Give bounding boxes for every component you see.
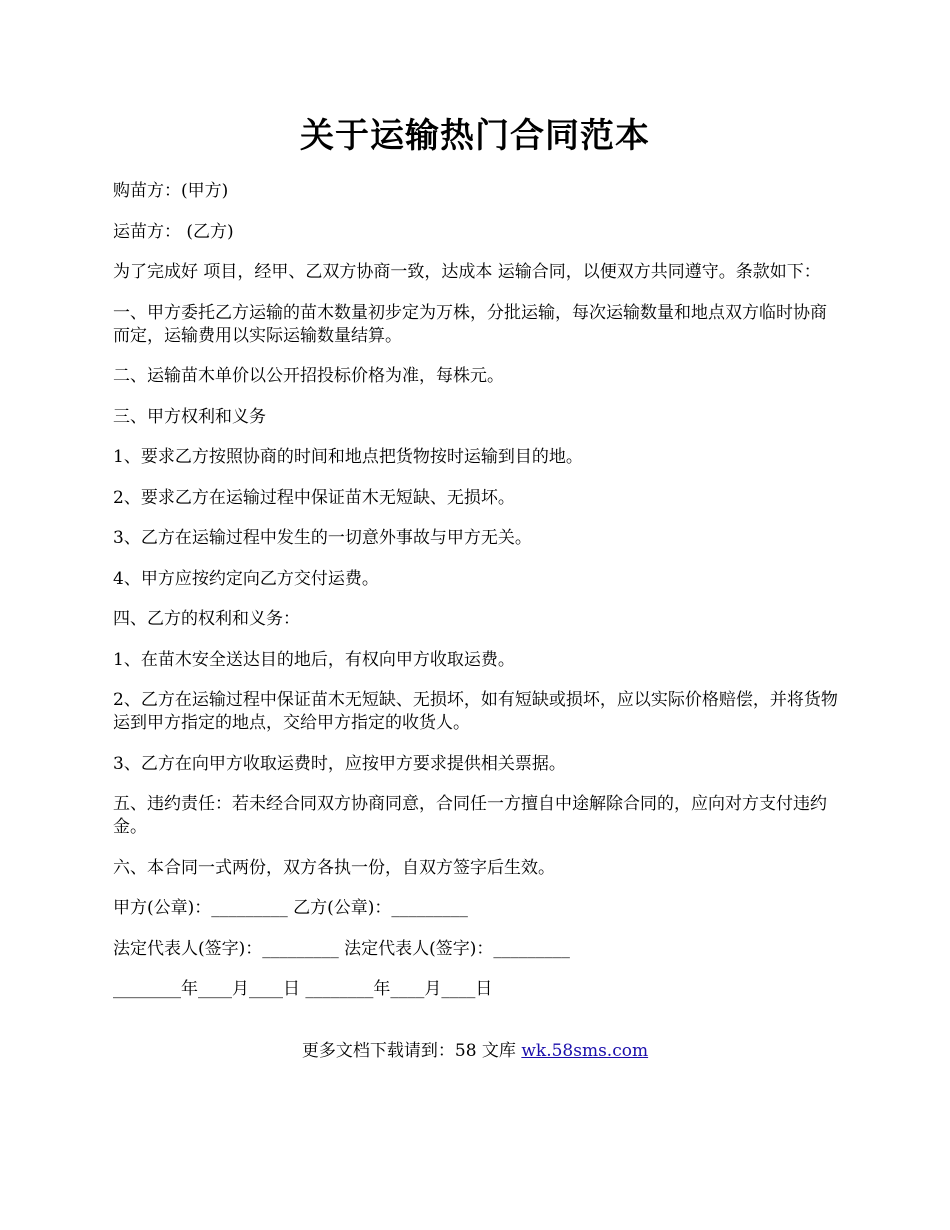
clause-3-item-4: 4、甲方应按约定向乙方交付运费。 <box>113 568 379 589</box>
clause-3-item-3: 3、乙方在运输过程中发生的一切意外事故与甲方无关。 <box>113 528 532 548</box>
document-title: 关于运输热门合同范本 <box>300 116 650 156</box>
clause-3-item-2: 2、要求乙方在运输过程中保证苗木无短缺、无损坏。 <box>113 487 515 508</box>
date-line: ________年____月____日 ________年____月____日 <box>113 979 493 999</box>
footer-link[interactable]: wk.58sms.com <box>521 1041 649 1061</box>
preamble-paragraph: 为了完成好 项目，经甲、乙双方协商一致，达成本 运输合同，以便双方共同遵守。条款如下： <box>113 262 821 282</box>
clause-6-paragraph: 六、本合同一式两份，双方各执一份，自双方签字后生效。 <box>113 857 555 878</box>
clause-4-item-1: 1、在苗木安全送达目的地后，有权向甲方收取运费。 <box>113 649 515 670</box>
download-footer <box>0 1040 950 1063</box>
clause-5-paragraph: 五、违约责任：若未经合同双方协商同意，合同任一方擅自中途解除合同的，应向对方支付违约金。 <box>113 794 827 837</box>
clause-4-heading: 四、乙方的权利和义务： <box>113 609 300 629</box>
footer-text: 更多文档下载请到：58 文库 <box>301 1041 522 1061</box>
document-body <box>113 180 841 1019</box>
clause-4-item-3: 3、乙方在向甲方收取运费时，应按甲方要求提供相关票据。 <box>113 753 566 774</box>
clause-3-heading: 三、甲方权利和义务 <box>113 406 266 427</box>
clause-1-paragraph: 一、甲方委托乙方运输的苗木数量初步定为万株，分批运输，每次运输数量和地点双方临时协商而定，运输费用以实际运输数量结算。 <box>113 302 827 346</box>
signature-line: 法定代表人(签字)：_________ 法定代表人(签字)：_________ <box>113 938 570 959</box>
clause-4-item-2: 2、乙方在运输过程中保证苗木无短缺、无损坏，如有短缺或损坏，应以实际价格赔偿，并将货物运到甲方指定的地点，交给甲方指定的收货人。 <box>113 690 838 733</box>
clause-3-item-1: 1、要求乙方按照协商的时间和地点把货物按时运输到目的地。 <box>113 447 583 467</box>
seal-line: 甲方(公章)：_________ 乙方(公章)：_________ <box>113 898 468 918</box>
transporter-party-line: 运苗方： (乙方) <box>113 221 234 242</box>
buyer-party-line: 购苗方：(甲方) <box>113 181 229 201</box>
clause-2-paragraph: 二、运输苗木单价以公开招投标价格为准，每株元。 <box>113 366 504 386</box>
